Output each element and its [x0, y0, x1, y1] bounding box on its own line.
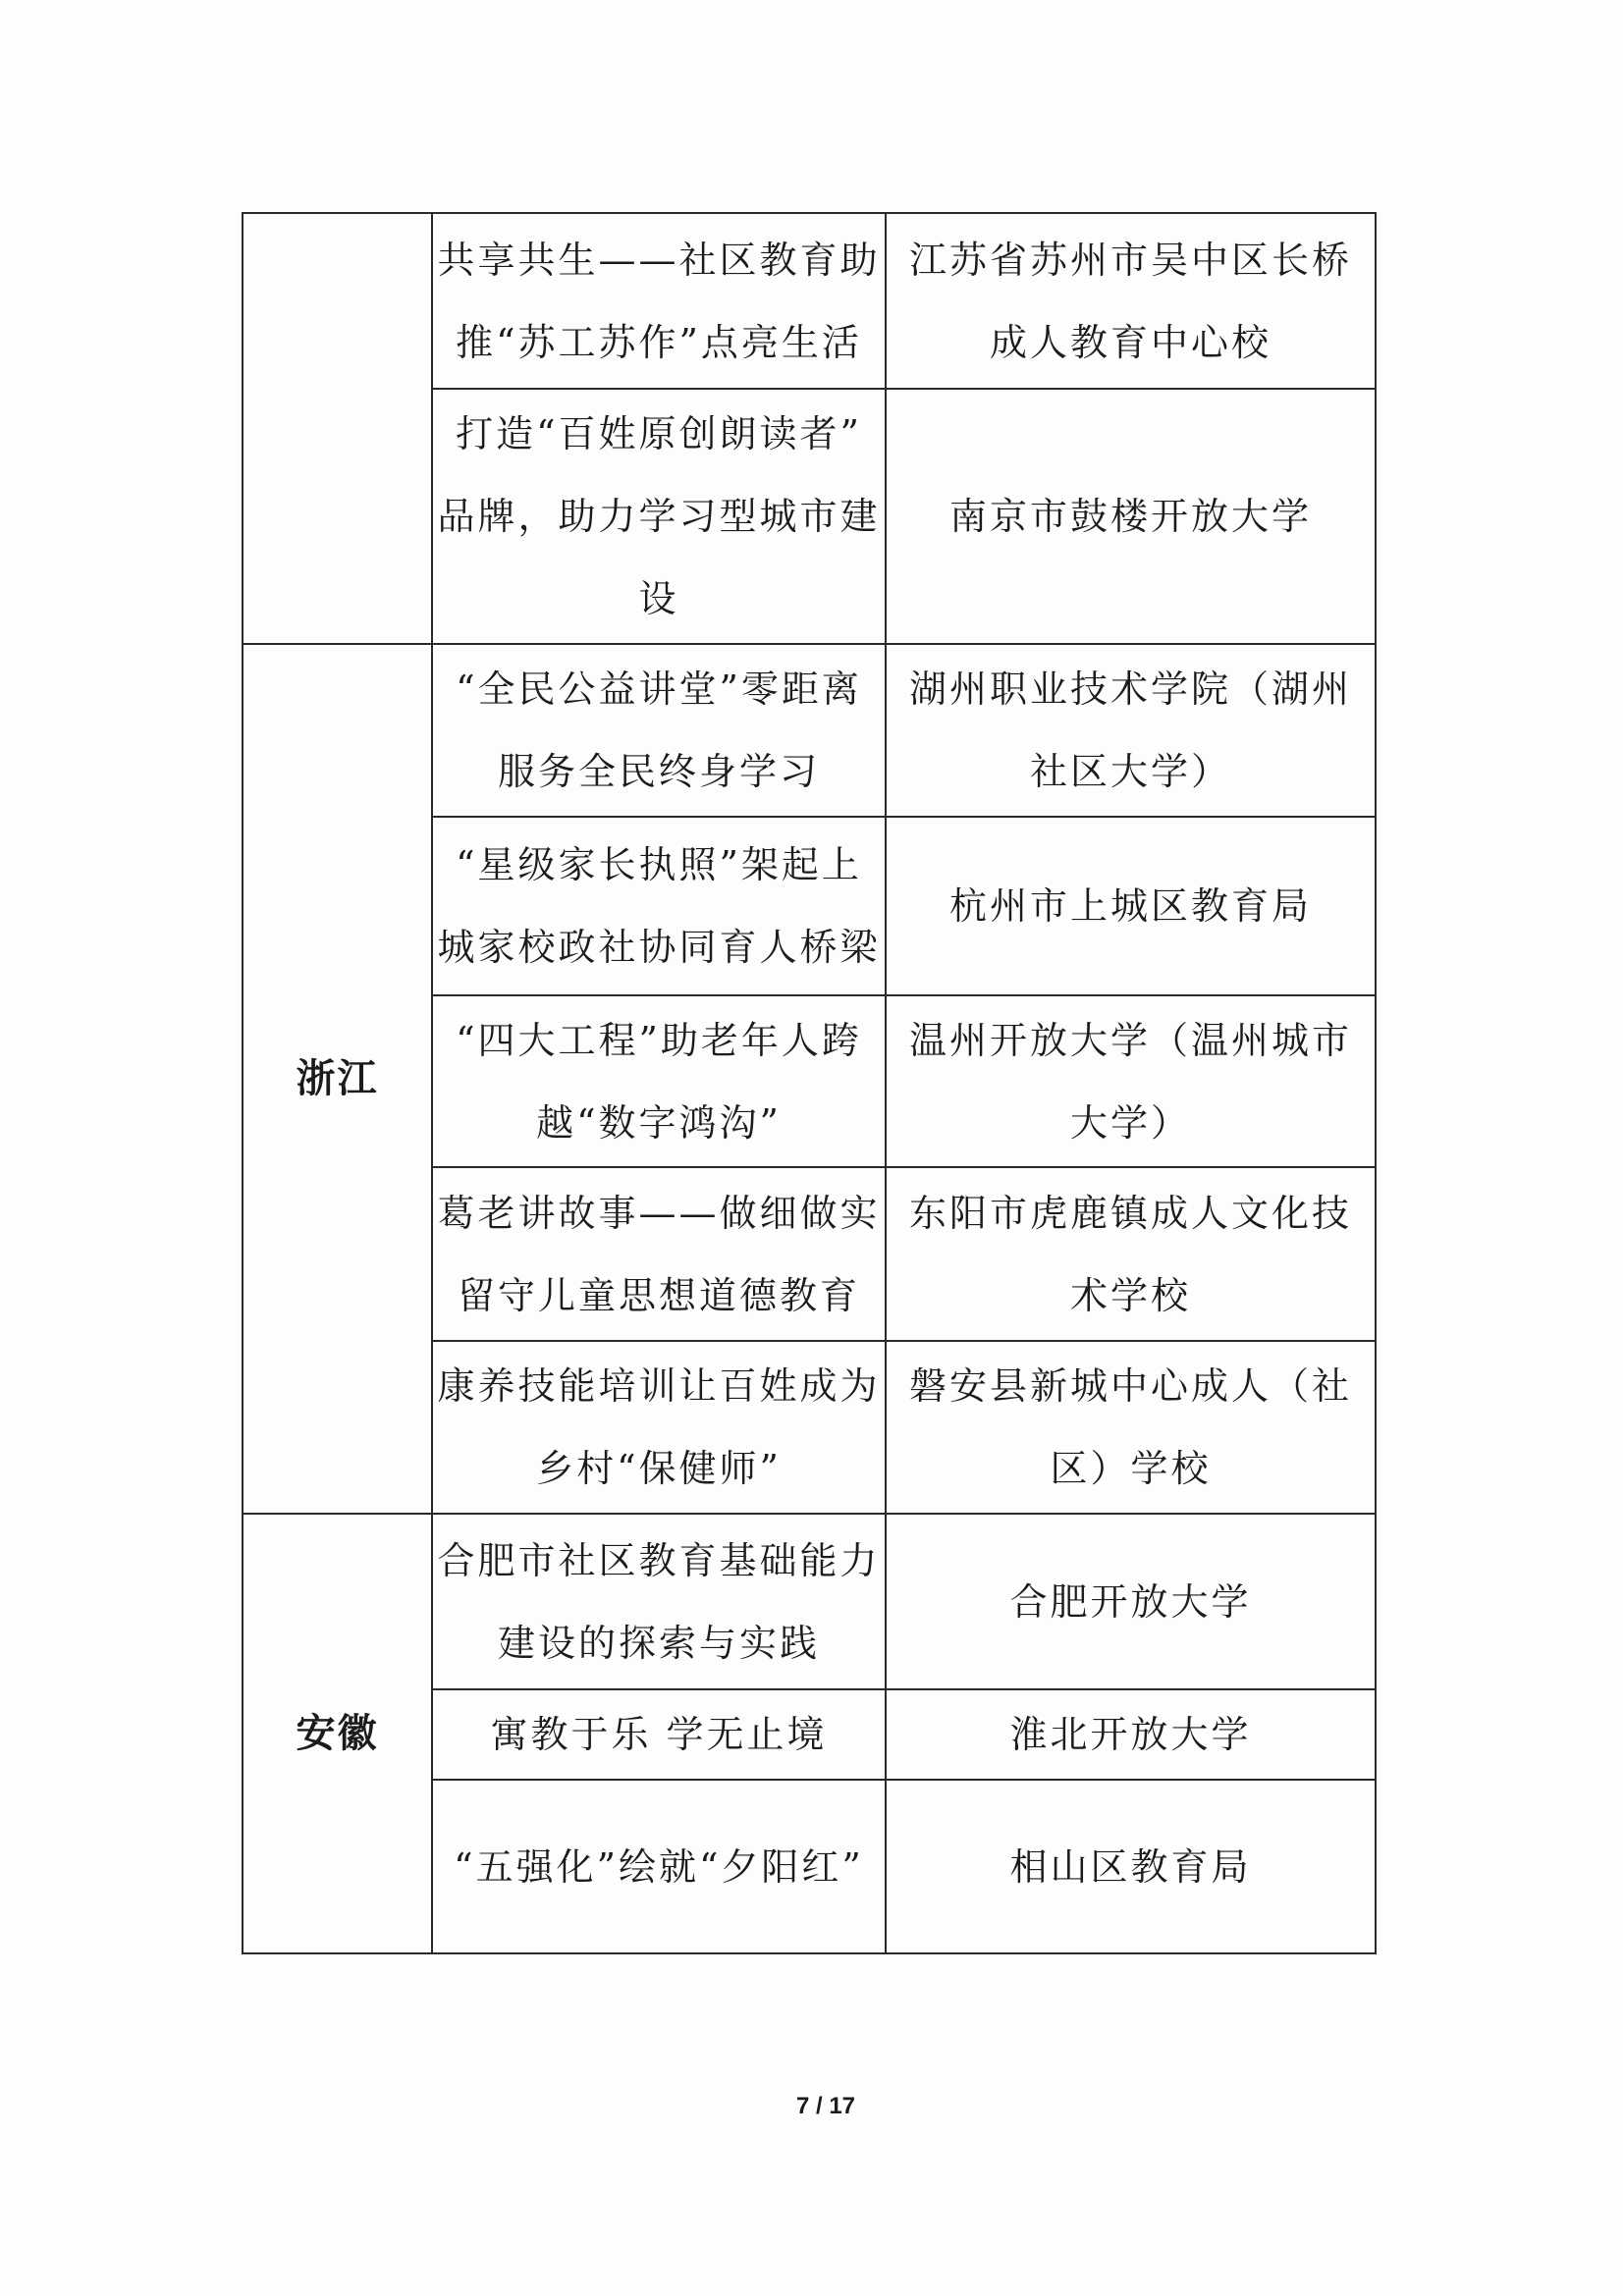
project-title-cell: “星级家长执照”架起上城家校政社协同育人桥梁 [432, 817, 886, 995]
organization-cell: 杭州市上城区教育局 [886, 817, 1376, 995]
project-title-cell: “四大工程”助老年人跨越“数字鸿沟” [432, 995, 886, 1167]
table-row [243, 644, 1376, 817]
province-cell-continued [243, 213, 432, 644]
organization-cell: 相山区教育局 [886, 1780, 1376, 1953]
page-number: 7 / 17 [795, 2093, 856, 2119]
organization-cell: 淮北开放大学 [886, 1689, 1376, 1780]
project-title-cell: 寓教于乐 学无止境 [432, 1689, 886, 1780]
organization-cell: 南京市鼓楼开放大学 [886, 389, 1376, 644]
organization-cell: 湖州职业技术学院（湖州社区大学） [886, 644, 1376, 817]
project-title-cell: “五强化”绘就“夕阳红” [432, 1780, 886, 1953]
project-title-cell: “全民公益讲堂”零距离服务全民终身学习 [432, 644, 886, 817]
project-title-cell: 康养技能培训让百姓成为乡村“保健师” [432, 1341, 886, 1514]
table-row [243, 213, 1376, 389]
organization-cell: 东阳市虎鹿镇成人文化技术学校 [886, 1167, 1376, 1341]
project-title-cell: 打造“百姓原创朗读者”品牌，助力学习型城市建设 [432, 389, 886, 644]
province-cell-anhui: 安徽 [243, 1514, 432, 1953]
organization-cell: 温州开放大学（温州城市大学） [886, 995, 1376, 1167]
province-cell-zhejiang: 浙江 [243, 644, 432, 1514]
organization-cell: 江苏省苏州市吴中区长桥成人教育中心校 [886, 213, 1376, 389]
project-title-cell: 合肥市社区教育基础能力建设的探索与实践 [432, 1514, 886, 1689]
organization-cell: 合肥开放大学 [886, 1514, 1376, 1689]
organization-cell: 磐安县新城中心成人（社区）学校 [886, 1341, 1376, 1514]
project-title-cell: 葛老讲故事——做细做实留守儿童思想道德教育 [432, 1167, 886, 1341]
project-title-cell: 共享共生——社区教育助推“苏工苏作”点亮生活 [432, 213, 886, 389]
table-row [243, 1514, 1376, 1689]
project-table [242, 212, 1377, 1954]
